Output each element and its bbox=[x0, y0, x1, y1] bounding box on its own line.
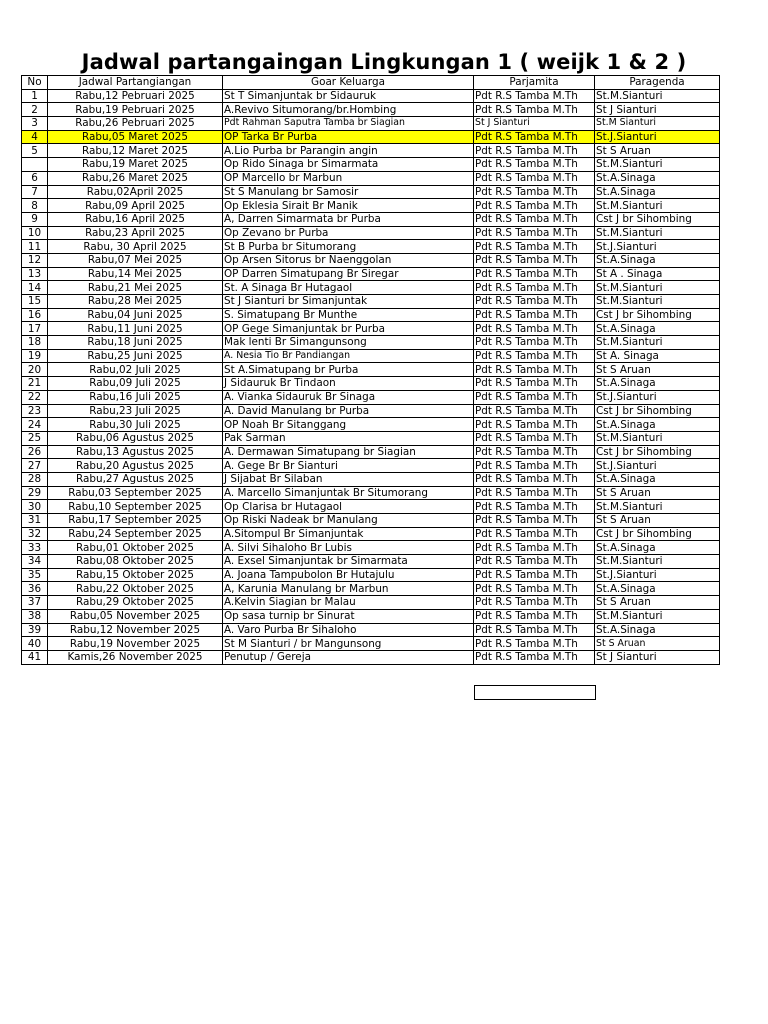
table-row bbox=[22, 390, 720, 404]
row-number: 18 bbox=[22, 336, 48, 350]
row-parjamita: Pdt R.S Tamba M.Th bbox=[474, 144, 595, 158]
row-family-name: St M Sianturi / br Mangunsong bbox=[223, 637, 474, 651]
row-parjamita: Pdt R.S Tamba M.Th bbox=[474, 568, 595, 582]
row-parjamita: Pdt R.S Tamba M.Th bbox=[474, 322, 595, 336]
row-date: Rabu,19 Pebruari 2025 bbox=[48, 103, 223, 117]
row-date: Rabu,25 Juni 2025 bbox=[48, 349, 223, 363]
row-parjamita: Pdt R.S Tamba M.Th bbox=[474, 103, 595, 117]
row-date: Rabu,05 Maret 2025 bbox=[48, 130, 223, 144]
row-date: Rabu,08 Oktober 2025 bbox=[48, 555, 223, 569]
row-family-name: A.Revivo Situmorang/br.Hombing bbox=[223, 103, 474, 117]
row-number: 4 bbox=[22, 130, 48, 144]
table-row bbox=[22, 281, 720, 295]
row-paragenda: St.M.Sianturi bbox=[595, 431, 720, 445]
row-parjamita: Pdt R.S Tamba M.Th bbox=[474, 253, 595, 267]
table-row bbox=[22, 623, 720, 637]
row-paragenda: St.M.Sianturi bbox=[595, 89, 720, 103]
row-number: 30 bbox=[22, 500, 48, 514]
row-number: 16 bbox=[22, 308, 48, 322]
row-parjamita: Pdt R.S Tamba M.Th bbox=[474, 363, 595, 377]
row-parjamita: Pdt R.S Tamba M.Th bbox=[474, 185, 595, 199]
table-row bbox=[22, 240, 720, 254]
row-number: 3 bbox=[22, 117, 48, 131]
row-parjamita: Pdt R.S Tamba M.Th bbox=[474, 226, 595, 240]
row-paragenda: St.M.Sianturi bbox=[595, 226, 720, 240]
row-number: 28 bbox=[22, 472, 48, 486]
row-date: Rabu,16 Juli 2025 bbox=[48, 390, 223, 404]
row-number: 22 bbox=[22, 390, 48, 404]
row-paragenda: Cst J br Sihombing bbox=[595, 308, 720, 322]
row-parjamita: Pdt R.S Tamba M.Th bbox=[474, 418, 595, 432]
table-row bbox=[22, 459, 720, 473]
row-parjamita: Pdt R.S Tamba M.Th bbox=[474, 240, 595, 254]
empty-cell-box bbox=[474, 685, 596, 700]
row-paragenda: St.A.Sinaga bbox=[595, 185, 720, 199]
table-row bbox=[22, 226, 720, 240]
table-header-row bbox=[22, 76, 720, 90]
table-row bbox=[22, 555, 720, 569]
table-row bbox=[22, 541, 720, 555]
row-paragenda: St S Aruan bbox=[595, 637, 720, 651]
header-parjamita: Parjamita bbox=[474, 76, 595, 90]
row-date: Rabu,03 September 2025 bbox=[48, 486, 223, 500]
row-date: Rabu,23 Juli 2025 bbox=[48, 404, 223, 418]
row-family-name: A. Marcello Simanjuntak Br Situmorang bbox=[223, 486, 474, 500]
row-date: Rabu,02 Juli 2025 bbox=[48, 363, 223, 377]
row-paragenda: St.M.Sianturi bbox=[595, 281, 720, 295]
row-date: Rabu,09 Juli 2025 bbox=[48, 377, 223, 391]
row-parjamita: Pdt R.S Tamba M.Th bbox=[474, 89, 595, 103]
row-number: 10 bbox=[22, 226, 48, 240]
row-parjamita: Pdt R.S Tamba M.Th bbox=[474, 377, 595, 391]
row-paragenda: St J Sianturi bbox=[595, 103, 720, 117]
row-date: Rabu,27 Agustus 2025 bbox=[48, 472, 223, 486]
table-row bbox=[22, 527, 720, 541]
table-row bbox=[22, 377, 720, 391]
row-parjamita: Pdt R.S Tamba M.Th bbox=[474, 527, 595, 541]
row-paragenda: St.A.Sinaga bbox=[595, 377, 720, 391]
row-paragenda: St.M.Sianturi bbox=[595, 500, 720, 514]
row-paragenda: St.A.Sinaga bbox=[595, 322, 720, 336]
row-date: Rabu,07 Mei 2025 bbox=[48, 253, 223, 267]
row-family-name: Op Arsen Sitorus br Naenggolan bbox=[223, 253, 474, 267]
row-parjamita: Pdt R.S Tamba M.Th bbox=[474, 267, 595, 281]
row-date: Rabu,11 Juni 2025 bbox=[48, 322, 223, 336]
row-family-name: OP Tarka Br Purba bbox=[223, 130, 474, 144]
row-paragenda: St A . Sinaga bbox=[595, 267, 720, 281]
header-date: Jadwal Partangiangan bbox=[48, 76, 223, 90]
row-family-name: St T Simanjuntak br Sidauruk bbox=[223, 89, 474, 103]
row-family-name: A.Sitompul Br Simanjuntak bbox=[223, 527, 474, 541]
row-date: Rabu,24 September 2025 bbox=[48, 527, 223, 541]
row-parjamita: Pdt R.S Tamba M.Th bbox=[474, 500, 595, 514]
row-parjamita: Pdt R.S Tamba M.Th bbox=[474, 404, 595, 418]
table-row bbox=[22, 212, 720, 226]
row-paragenda: St S Aruan bbox=[595, 596, 720, 610]
row-number: 6 bbox=[22, 171, 48, 185]
row-family-name: Op Clarisa br Hutagaol bbox=[223, 500, 474, 514]
row-number: 17 bbox=[22, 322, 48, 336]
row-parjamita: Pdt R.S Tamba M.Th bbox=[474, 445, 595, 459]
row-number: 38 bbox=[22, 609, 48, 623]
table-row bbox=[22, 336, 720, 350]
table-row bbox=[22, 144, 720, 158]
row-number: 37 bbox=[22, 596, 48, 610]
table-row bbox=[22, 295, 720, 309]
row-paragenda: St S Aruan bbox=[595, 144, 720, 158]
row-parjamita: Pdt R.S Tamba M.Th bbox=[474, 308, 595, 322]
row-parjamita: Pdt R.S Tamba M.Th bbox=[474, 582, 595, 596]
row-date: Rabu,12 November 2025 bbox=[48, 623, 223, 637]
row-parjamita: Pdt R.S Tamba M.Th bbox=[474, 199, 595, 213]
row-number: 19 bbox=[22, 349, 48, 363]
row-family-name: A. Joana Tampubolon Br Hutajulu bbox=[223, 568, 474, 582]
row-paragenda: St.J.Sianturi bbox=[595, 390, 720, 404]
table-row bbox=[22, 185, 720, 199]
table-row bbox=[22, 472, 720, 486]
row-family-name: A. Silvi Sihaloho Br Lubis bbox=[223, 541, 474, 555]
row-paragenda: St S Aruan bbox=[595, 486, 720, 500]
row-family-name: A. David Manulang br Purba bbox=[223, 404, 474, 418]
row-date: Rabu,30 Juli 2025 bbox=[48, 418, 223, 432]
row-number: 14 bbox=[22, 281, 48, 295]
header-family: Goar Keluarga bbox=[223, 76, 474, 90]
row-paragenda: St.J.Sianturi bbox=[595, 568, 720, 582]
row-paragenda: St A. Sinaga bbox=[595, 349, 720, 363]
row-paragenda: Cst J br Sihombing bbox=[595, 527, 720, 541]
row-date: Rabu,21 Mei 2025 bbox=[48, 281, 223, 295]
row-family-name: Op Zevano br Purba bbox=[223, 226, 474, 240]
row-date: Kamis,26 November 2025 bbox=[48, 650, 223, 664]
row-family-name: A. Dermawan Simatupang br Siagian bbox=[223, 445, 474, 459]
row-date: Rabu,12 Maret 2025 bbox=[48, 144, 223, 158]
row-date: Rabu,10 September 2025 bbox=[48, 500, 223, 514]
row-parjamita: Pdt R.S Tamba M.Th bbox=[474, 555, 595, 569]
row-date: Rabu,09 April 2025 bbox=[48, 199, 223, 213]
header-no: No bbox=[22, 76, 48, 90]
row-parjamita: Pdt R.S Tamba M.Th bbox=[474, 336, 595, 350]
row-paragenda: St.J.Sianturi bbox=[595, 240, 720, 254]
header-paragenda: Paragenda bbox=[595, 76, 720, 90]
table-row bbox=[22, 253, 720, 267]
row-family-name: A.Lio Purba br Parangin angin bbox=[223, 144, 474, 158]
row-number: 12 bbox=[22, 253, 48, 267]
row-paragenda: St J Sianturi bbox=[595, 650, 720, 664]
row-number: 39 bbox=[22, 623, 48, 637]
row-paragenda: St.M.Sianturi bbox=[595, 609, 720, 623]
row-date: Rabu,15 Oktober 2025 bbox=[48, 568, 223, 582]
row-number bbox=[22, 158, 48, 172]
table-row bbox=[22, 103, 720, 117]
row-number: 24 bbox=[22, 418, 48, 432]
row-paragenda: St.M Sianturi bbox=[595, 117, 720, 131]
row-family-name: Pak Sarman bbox=[223, 431, 474, 445]
row-parjamita: Pdt R.S Tamba M.Th bbox=[474, 623, 595, 637]
row-date: Rabu,20 Agustus 2025 bbox=[48, 459, 223, 473]
row-family-name: St B Purba br Situmorang bbox=[223, 240, 474, 254]
row-date: Rabu,28 Mei 2025 bbox=[48, 295, 223, 309]
row-number: 1 bbox=[22, 89, 48, 103]
table-row bbox=[22, 418, 720, 432]
row-parjamita: Pdt R.S Tamba M.Th bbox=[474, 295, 595, 309]
table-row bbox=[22, 514, 720, 528]
table-row bbox=[22, 267, 720, 281]
row-parjamita: Pdt R.S Tamba M.Th bbox=[474, 459, 595, 473]
row-date: Rabu,01 Oktober 2025 bbox=[48, 541, 223, 555]
row-parjamita: Pdt R.S Tamba M.Th bbox=[474, 158, 595, 172]
row-family-name: A. Nesia Tio Br Pandiangan bbox=[223, 349, 474, 363]
row-paragenda: Cst J br Sihombing bbox=[595, 404, 720, 418]
row-number: 34 bbox=[22, 555, 48, 569]
table-row bbox=[22, 596, 720, 610]
row-number: 27 bbox=[22, 459, 48, 473]
row-paragenda: St S Aruan bbox=[595, 514, 720, 528]
row-family-name: A. Varo Purba Br Sihaloho bbox=[223, 623, 474, 637]
table-row bbox=[22, 404, 720, 418]
row-date: Rabu,19 Maret 2025 bbox=[48, 158, 223, 172]
row-paragenda: St.A.Sinaga bbox=[595, 171, 720, 185]
row-family-name: A, Karunia Manulang br Marbun bbox=[223, 582, 474, 596]
row-family-name: A, Darren Simarmata br Purba bbox=[223, 212, 474, 226]
row-date: Rabu,17 September 2025 bbox=[48, 514, 223, 528]
row-paragenda: St.M.Sianturi bbox=[595, 336, 720, 350]
row-date: Rabu,02April 2025 bbox=[48, 185, 223, 199]
row-date: Rabu, 30 April 2025 bbox=[48, 240, 223, 254]
row-date: Rabu,19 November 2025 bbox=[48, 637, 223, 651]
row-family-name: Pdt Rahman Saputra Tamba br Siagian bbox=[223, 117, 474, 131]
row-parjamita: Pdt R.S Tamba M.Th bbox=[474, 349, 595, 363]
row-family-name: Op Eklesia Sirait Br Manik bbox=[223, 199, 474, 213]
table-row bbox=[22, 486, 720, 500]
row-family-name: J Sidauruk Br Tindaon bbox=[223, 377, 474, 391]
table-row bbox=[22, 199, 720, 213]
row-parjamita: Pdt R.S Tamba M.Th bbox=[474, 390, 595, 404]
table-row bbox=[22, 117, 720, 131]
table-row bbox=[22, 609, 720, 623]
row-date: Rabu,26 Maret 2025 bbox=[48, 171, 223, 185]
row-family-name: A. Vianka Sidauruk Br Sinaga bbox=[223, 390, 474, 404]
row-parjamita: Pdt R.S Tamba M.Th bbox=[474, 212, 595, 226]
row-parjamita: St J Sianturi bbox=[474, 117, 595, 131]
row-parjamita: Pdt R.S Tamba M.Th bbox=[474, 130, 595, 144]
row-date: Rabu,22 Oktober 2025 bbox=[48, 582, 223, 596]
row-parjamita: Pdt R.S Tamba M.Th bbox=[474, 431, 595, 445]
table-row bbox=[22, 322, 720, 336]
table-row bbox=[22, 500, 720, 514]
row-family-name: Op Rido Sinaga br Simarmata bbox=[223, 158, 474, 172]
schedule-body bbox=[22, 89, 720, 664]
row-number: 5 bbox=[22, 144, 48, 158]
row-parjamita: Pdt R.S Tamba M.Th bbox=[474, 281, 595, 295]
row-date: Rabu,23 April 2025 bbox=[48, 226, 223, 240]
row-number: 7 bbox=[22, 185, 48, 199]
schedule-table bbox=[21, 75, 720, 665]
row-date: Rabu,05 November 2025 bbox=[48, 609, 223, 623]
row-date: Rabu,13 Agustus 2025 bbox=[48, 445, 223, 459]
table-row bbox=[22, 171, 720, 185]
row-family-name: J Sijabat Br Silaban bbox=[223, 472, 474, 486]
row-paragenda: St.A.Sinaga bbox=[595, 541, 720, 555]
row-parjamita: Pdt R.S Tamba M.Th bbox=[474, 472, 595, 486]
row-paragenda: St.J.Sianturi bbox=[595, 130, 720, 144]
row-family-name: Mak lenti Br Simangunsong bbox=[223, 336, 474, 350]
row-paragenda: St S Aruan bbox=[595, 363, 720, 377]
row-family-name: OP Marcello br Marbun bbox=[223, 171, 474, 185]
row-number: 31 bbox=[22, 514, 48, 528]
table-row bbox=[22, 349, 720, 363]
row-number: 25 bbox=[22, 431, 48, 445]
table-row bbox=[22, 568, 720, 582]
row-number: 40 bbox=[22, 637, 48, 651]
row-family-name: OP Darren Simatupang Br Siregar bbox=[223, 267, 474, 281]
row-number: 32 bbox=[22, 527, 48, 541]
table-row bbox=[22, 650, 720, 664]
row-family-name: A.Kelvin Siagian br Malau bbox=[223, 596, 474, 610]
row-family-name: Op Riski Nadeak br Manulang bbox=[223, 514, 474, 528]
row-number: 2 bbox=[22, 103, 48, 117]
row-parjamita: Pdt R.S Tamba M.Th bbox=[474, 486, 595, 500]
row-number: 15 bbox=[22, 295, 48, 309]
row-number: 8 bbox=[22, 199, 48, 213]
table-row bbox=[22, 431, 720, 445]
row-paragenda: St.J.Sianturi bbox=[595, 459, 720, 473]
row-paragenda: St.A.Sinaga bbox=[595, 472, 720, 486]
row-number: 35 bbox=[22, 568, 48, 582]
table-row bbox=[22, 158, 720, 172]
row-family-name: Penutup / Gereja bbox=[223, 650, 474, 664]
row-number: 41 bbox=[22, 650, 48, 664]
row-number: 29 bbox=[22, 486, 48, 500]
row-paragenda: St.M.Sianturi bbox=[595, 295, 720, 309]
row-paragenda: Cst J br Sihombing bbox=[595, 445, 720, 459]
row-family-name: S. Simatupang Br Munthe bbox=[223, 308, 474, 322]
row-parjamita: Pdt R.S Tamba M.Th bbox=[474, 171, 595, 185]
row-paragenda: Cst J br Sihombing bbox=[595, 212, 720, 226]
row-parjamita: Pdt R.S Tamba M.Th bbox=[474, 609, 595, 623]
row-paragenda: St.A.Sinaga bbox=[595, 623, 720, 637]
row-family-name: St S Manulang br Samosir bbox=[223, 185, 474, 199]
row-date: Rabu,18 Juni 2025 bbox=[48, 336, 223, 350]
row-family-name: A. Exsel Simanjuntak br Simarmata bbox=[223, 555, 474, 569]
page-title: Jadwal partangaingan Lingkungan 1 ( weijk 1 & 2 ) bbox=[81, 50, 687, 74]
row-paragenda: St.M.Sianturi bbox=[595, 555, 720, 569]
row-date: Rabu,12 Pebruari 2025 bbox=[48, 89, 223, 103]
row-family-name: St J Sianturi br Simanjuntak bbox=[223, 295, 474, 309]
row-parjamita: Pdt R.S Tamba M.Th bbox=[474, 596, 595, 610]
row-family-name: St A.Simatupang br Purba bbox=[223, 363, 474, 377]
row-date: Rabu,16 April 2025 bbox=[48, 212, 223, 226]
row-date: Rabu,26 Pebruari 2025 bbox=[48, 117, 223, 131]
row-family-name: Op sasa turnip br Sinurat bbox=[223, 609, 474, 623]
row-parjamita: Pdt R.S Tamba M.Th bbox=[474, 541, 595, 555]
row-date: Rabu,04 Juni 2025 bbox=[48, 308, 223, 322]
row-parjamita: Pdt R.S Tamba M.Th bbox=[474, 637, 595, 651]
table-row bbox=[22, 445, 720, 459]
row-date: Rabu,29 Oktober 2025 bbox=[48, 596, 223, 610]
row-number: 13 bbox=[22, 267, 48, 281]
row-number: 33 bbox=[22, 541, 48, 555]
row-number: 9 bbox=[22, 212, 48, 226]
row-number: 20 bbox=[22, 363, 48, 377]
table-row bbox=[22, 130, 720, 144]
row-parjamita: Pdt R.S Tamba M.Th bbox=[474, 650, 595, 664]
row-paragenda: St.A.Sinaga bbox=[595, 253, 720, 267]
row-paragenda: St.A.Sinaga bbox=[595, 582, 720, 596]
row-paragenda: St.M.Sianturi bbox=[595, 158, 720, 172]
table-row bbox=[22, 363, 720, 377]
row-family-name: OP Gege Simanjuntak br Purba bbox=[223, 322, 474, 336]
row-family-name: St. A Sinaga Br Hutagaol bbox=[223, 281, 474, 295]
row-number: 36 bbox=[22, 582, 48, 596]
row-family-name: A. Gege Br Br Sianturi bbox=[223, 459, 474, 473]
row-family-name: OP Noah Br Sitanggang bbox=[223, 418, 474, 432]
row-number: 11 bbox=[22, 240, 48, 254]
row-number: 26 bbox=[22, 445, 48, 459]
row-date: Rabu,06 Agustus 2025 bbox=[48, 431, 223, 445]
table-row bbox=[22, 582, 720, 596]
row-number: 23 bbox=[22, 404, 48, 418]
table-row bbox=[22, 637, 720, 651]
row-date: Rabu,14 Mei 2025 bbox=[48, 267, 223, 281]
row-paragenda: St.A.Sinaga bbox=[595, 418, 720, 432]
row-parjamita: Pdt R.S Tamba M.Th bbox=[474, 514, 595, 528]
table-row bbox=[22, 308, 720, 322]
row-number: 21 bbox=[22, 377, 48, 391]
table-row bbox=[22, 89, 720, 103]
row-paragenda: St.M.Sianturi bbox=[595, 199, 720, 213]
